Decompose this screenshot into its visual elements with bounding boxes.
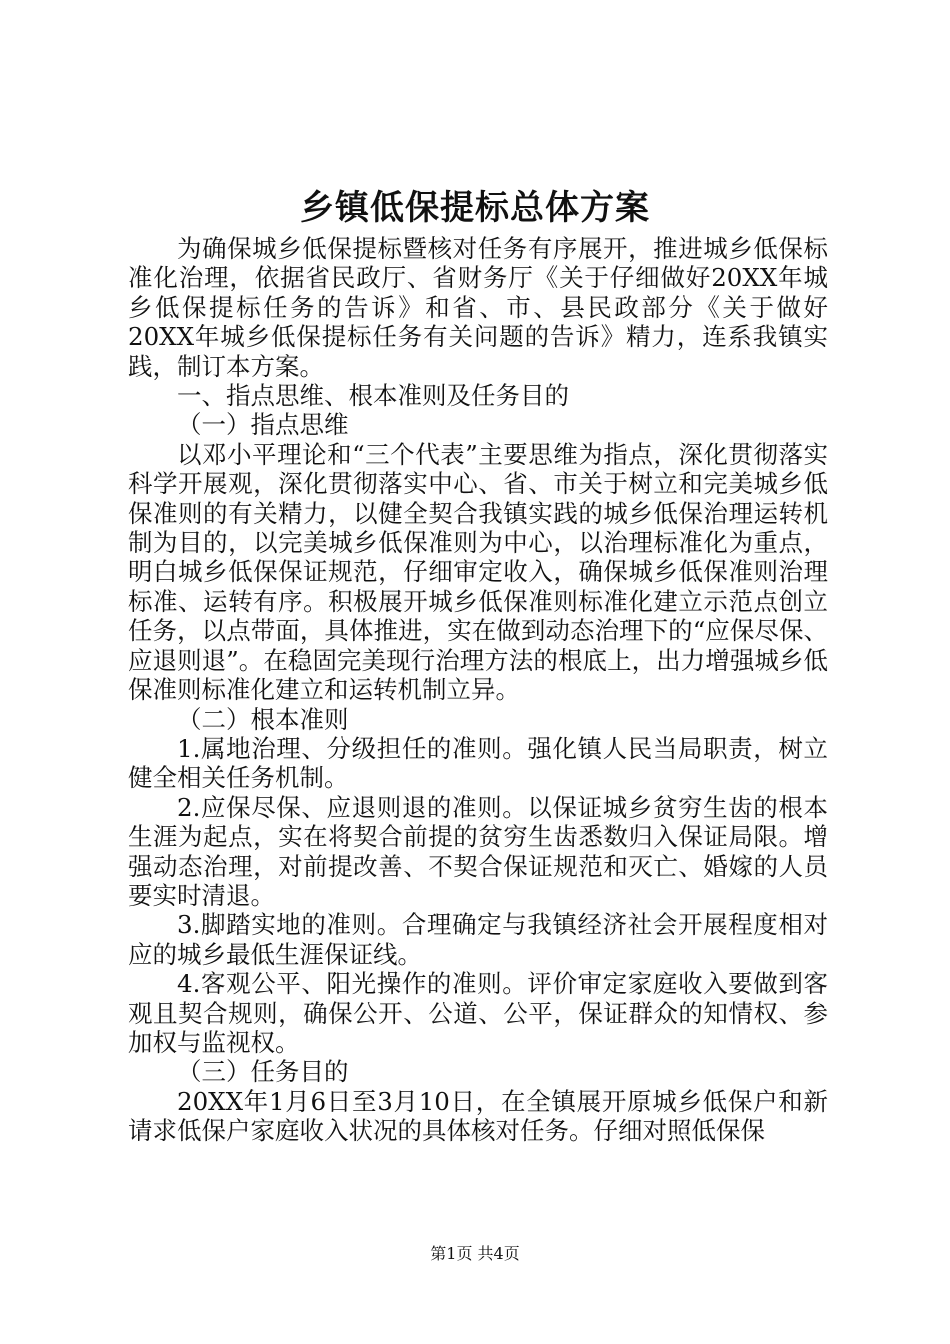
task-goal-paragraph: 20XX年1月6日至3月10日，在全镇展开原城乡低保户和新请求低保户家庭收入状况的具体核对任务。仔细对照低保保	[128, 1086, 828, 1146]
section-heading-1: 一、指点思维、根本准则及任务目的	[177, 381, 569, 411]
principle-4-paragraph: 4.客观公平、阳光操作的准则。评价审定家庭收入要做到客观且契合规则，确保公开、公道、公平，保证群众的知情权、参加权与监视权。	[128, 969, 828, 1057]
principle-1-paragraph: 1.属地治理、分级担任的准则。强化镇人民当局职责，树立健全相关任务机制。	[128, 733, 828, 793]
page-number-footer: 第1页 共4页	[430, 1244, 520, 1263]
document-body	[128, 234, 828, 1146]
document-title: 乡镇低保提标总体方案	[300, 188, 650, 228]
principle-3-paragraph: 3.脚踏实地的准则。合理确定与我镇经济社会开展程度相对应的城乡最低生涯保证线。	[128, 910, 828, 969]
subsection-heading-3: （三）任务目的	[177, 1057, 349, 1087]
subsection-heading-1: （一）指点思维	[177, 410, 349, 440]
guiding-thought-paragraph: 以邓小平理论和“三个代表”主要思维为指点，深化贯彻落实科学开展观，深化贯彻落实中心、省、市关于树立和完美城乡低保准则的有关精力，以健全契合我镇实践的城乡低保治理运转机制为目的，以完美城乡低保准则为中心，以治理标准化为重点，明白城乡低保保证规范，仔细审定收入，确保城乡低保准则治理标准、运转有序。积极展开城乡低保准则标准化建立示范点创立任务，以点带面，具体推进，实在做到动态治理下的“应保尽保、应退则退”。在稳固完美现行治理方法的根底上，出力增强城乡低保准则标准化建立和运转机制立异。	[128, 439, 828, 705]
principle-2-paragraph: 2.应保尽保、应退则退的准则。以保证城乡贫穷生齿的根本生涯为起点，实在将契合前提的贫穷生齿悉数归入保证局限。增强动态治理，对前提改善、不契合保证规范和灭亡、婚嫁的人员要实时清退。	[128, 792, 828, 910]
subsection-heading-2: （二）根本准则	[177, 704, 349, 734]
intro-paragraph: 为确保城乡低保提标暨核对任务有序展开，推进城乡低保标准化治理，依据省民政厅、省财务厅《关于仔细做好20XX年城乡低保提标任务的告诉》和省、市、县民政部分《关于做好20XX年城乡低保提标任务有关问题的告诉》精力，连系我镇实践，制订本方案。	[128, 234, 828, 381]
